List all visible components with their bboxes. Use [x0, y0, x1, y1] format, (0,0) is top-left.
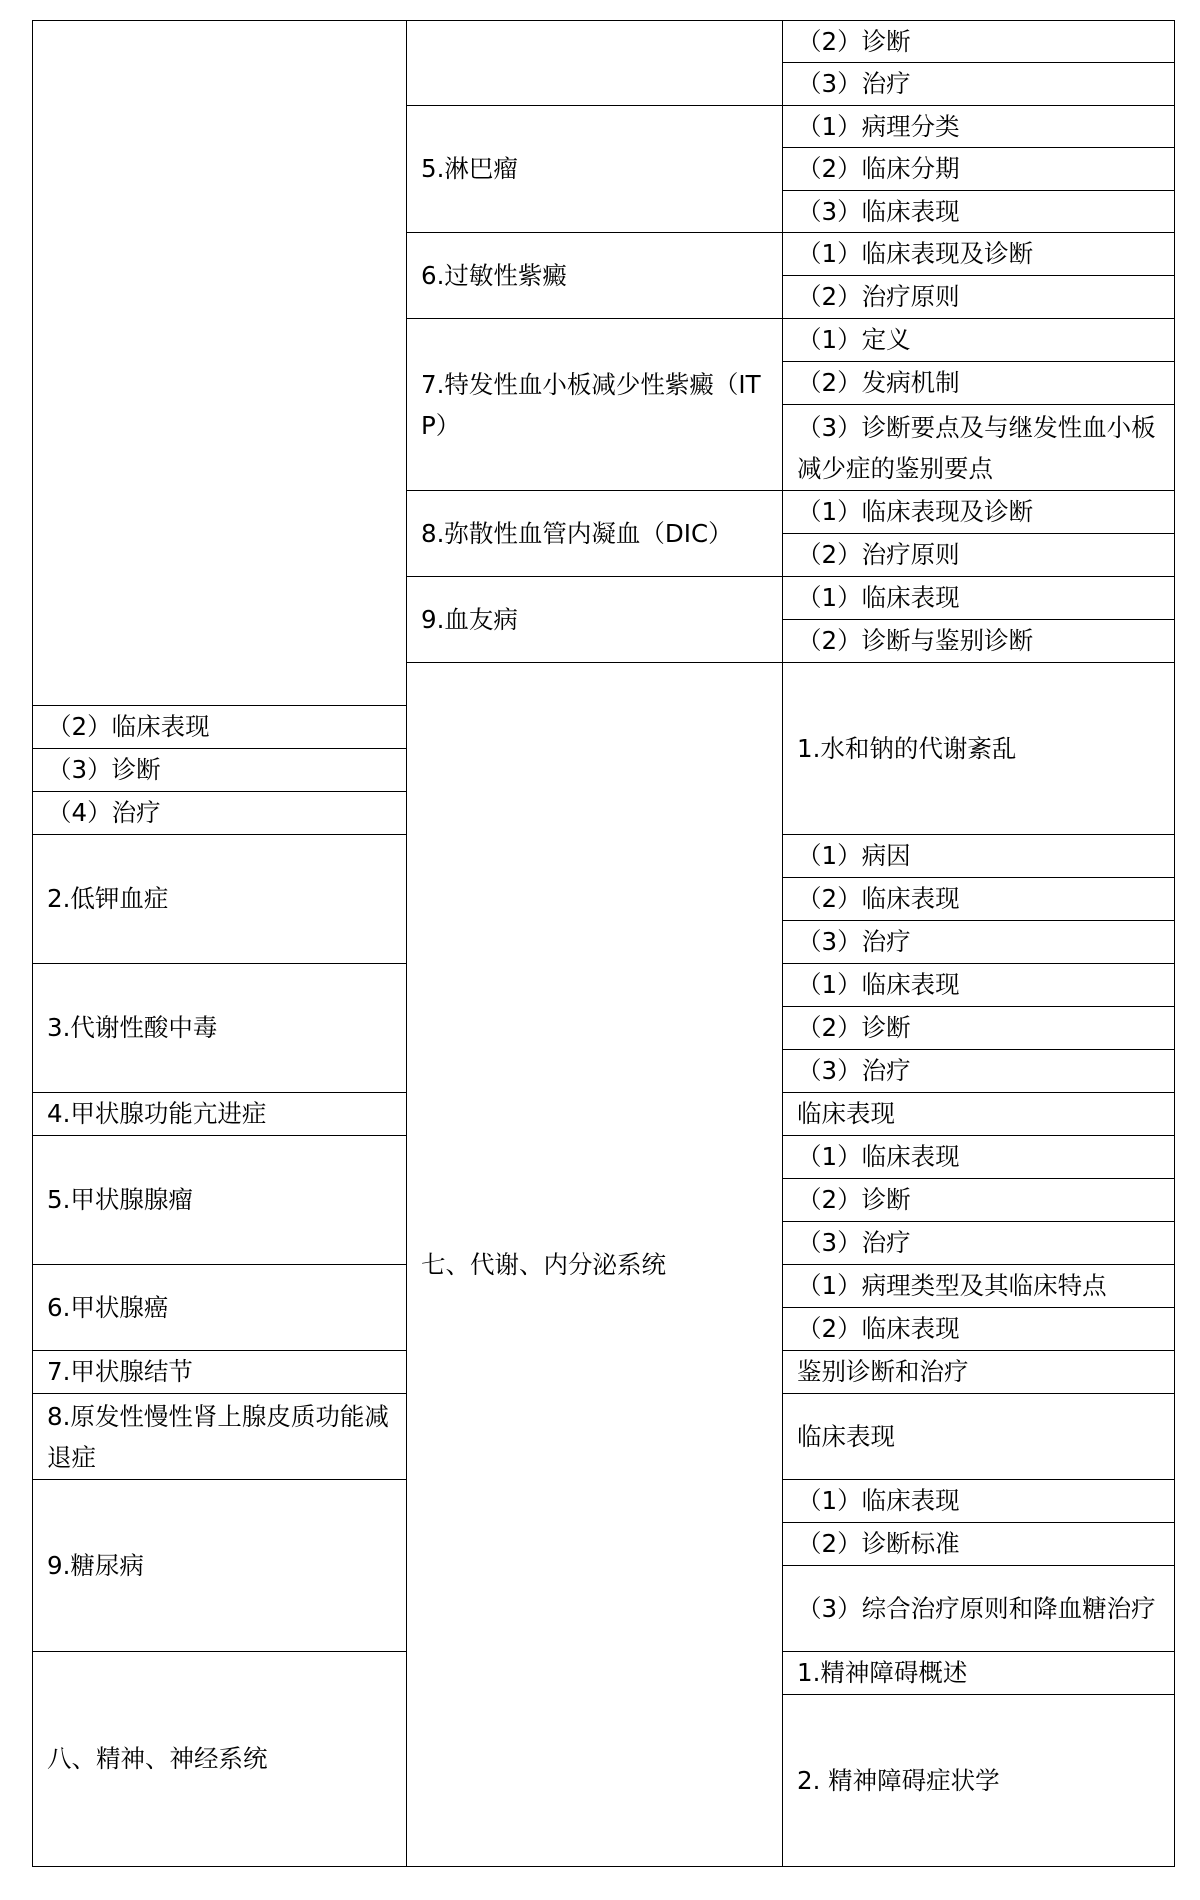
subitem-cell: （2）治疗原则 — [783, 534, 1175, 577]
topic-cell: 2. 精神障碍症状学 — [783, 1695, 1175, 1867]
topic-cell-continued — [407, 21, 783, 106]
subitem-cell: （2）发病机制 — [783, 362, 1175, 405]
subitem-cell: （2）治疗原则 — [783, 276, 1175, 319]
subitem-cell: （2）临床分期 — [783, 148, 1175, 191]
system-cell: 八、精神、神经系统 — [33, 1652, 407, 1867]
topic-cell: 5.淋巴瘤 — [407, 106, 783, 233]
subitem-cell: 临床表现 — [783, 1093, 1175, 1136]
subitem-cell: （1）临床表现及诊断 — [783, 233, 1175, 276]
subitem-cell: （3）临床表现 — [783, 191, 1175, 233]
subitem-cell: 临床表现 — [783, 1394, 1175, 1480]
subitem-cell: （4）治疗 — [33, 792, 407, 835]
subitem-cell: （3）诊断要点及与继发性血小板减少症的鉴别要点 — [783, 405, 1175, 491]
system-cell: 七、代谢、内分泌系统 — [407, 663, 783, 1867]
topic-cell: 4.甲状腺功能亢进症 — [33, 1093, 407, 1136]
subitem-cell: （3）治疗 — [783, 1050, 1175, 1093]
subitem-cell: （2）诊断与鉴别诊断 — [783, 620, 1175, 663]
subitem-cell: （1）临床表现 — [783, 964, 1175, 1007]
subitem-cell: （2）诊断 — [783, 21, 1175, 63]
subitem-cell: （2）诊断标准 — [783, 1523, 1175, 1566]
subitem-cell: （1）病理类型及其临床特点 — [783, 1265, 1175, 1308]
topic-cell: 3.代谢性酸中毒 — [33, 964, 407, 1093]
topic-cell: 5.甲状腺腺瘤 — [33, 1136, 407, 1265]
syllabus-document — [32, 20, 1174, 1867]
subitem-cell: （3）诊断 — [33, 749, 407, 792]
subitem-cell: （1）临床表现及诊断 — [783, 491, 1175, 534]
topic-cell: 6.过敏性紫癜 — [407, 233, 783, 319]
subitem-cell: （1）临床表现 — [783, 577, 1175, 620]
topic-cell: 7.甲状腺结节 — [33, 1351, 407, 1394]
subitem-cell: （2）临床表现 — [783, 1308, 1175, 1351]
topic-cell: 9.糖尿病 — [33, 1480, 407, 1652]
subitem-cell: （1）病因 — [783, 835, 1175, 878]
topic-cell: 8.弥散性血管内凝血（DIC） — [407, 491, 783, 577]
subitem-cell: （1）定义 — [783, 319, 1175, 362]
subitem-cell: （3）治疗 — [783, 63, 1175, 106]
subitem-cell: （1）临床表现 — [783, 1136, 1175, 1179]
topic-cell: 1.精神障碍概述 — [783, 1652, 1175, 1695]
subitem-cell: （3）综合治疗原则和降血糖治疗 — [783, 1566, 1175, 1652]
topic-cell: 2.低钾血症 — [33, 835, 407, 964]
subitem-cell: （1）临床表现 — [783, 1480, 1175, 1523]
topic-cell: 8.原发性慢性肾上腺皮质功能减退症 — [33, 1394, 407, 1480]
topic-cell: 7.特发性血小板减少性紫癜（ITP） — [407, 319, 783, 491]
syllabus-table — [32, 20, 1175, 1867]
topic-cell: 1.水和钠的代谢紊乱 — [783, 663, 1175, 835]
subitem-cell: （2）诊断 — [783, 1007, 1175, 1050]
subitem-cell: （2）临床表现 — [33, 706, 407, 749]
subitem-cell: （2）诊断 — [783, 1179, 1175, 1222]
subitem-cell: （3）治疗 — [783, 921, 1175, 964]
subitem-cell: 鉴别诊断和治疗 — [783, 1351, 1175, 1394]
subitem-cell: （2）临床表现 — [783, 878, 1175, 921]
topic-cell: 6.甲状腺癌 — [33, 1265, 407, 1351]
subitem-cell: （1）病理分类 — [783, 106, 1175, 148]
topic-cell: 9.血友病 — [407, 577, 783, 663]
subitem-cell: （3）治疗 — [783, 1222, 1175, 1265]
system-cell-continued — [33, 21, 407, 706]
